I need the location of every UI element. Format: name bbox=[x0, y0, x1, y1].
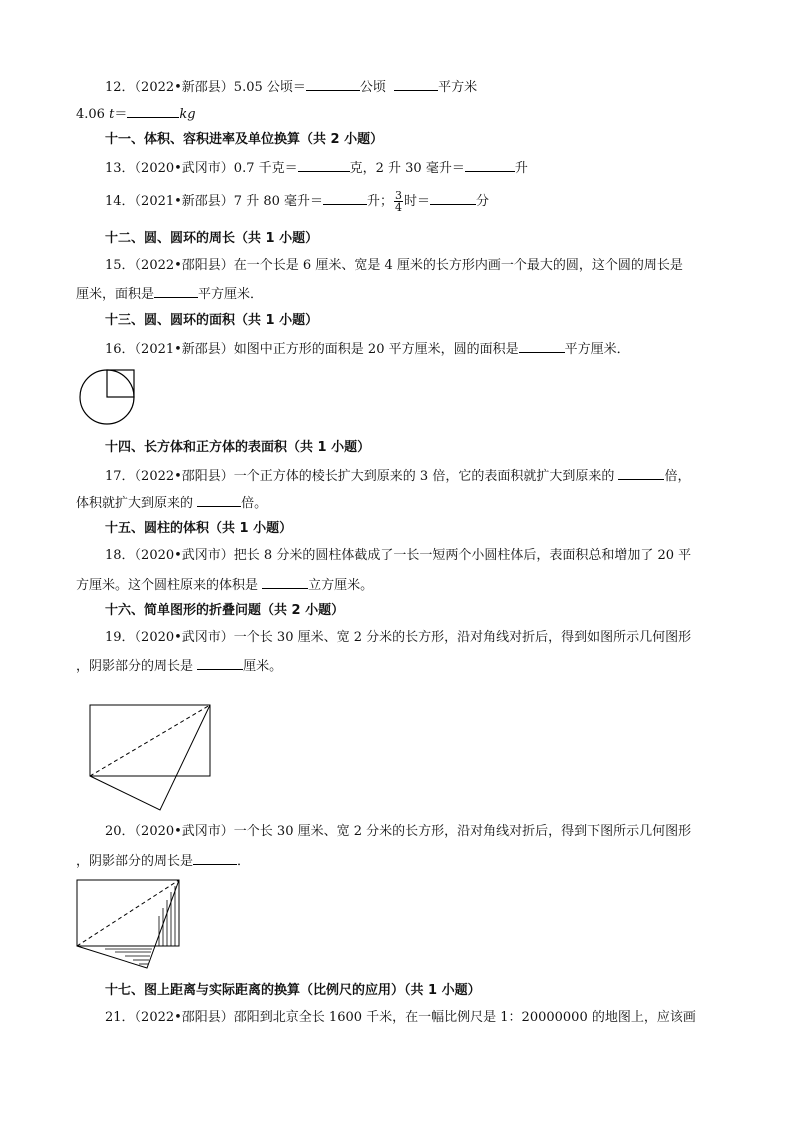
question-15-line2 bbox=[76, 284, 263, 304]
answer-blank[interactable] bbox=[197, 656, 243, 670]
q20-b: ，阴影部分的周长是 bbox=[76, 854, 194, 869]
question-18-line1: 18．（2020•武冈市）把长 8 分米的圆柱体截成了一长一短两个小圆柱体后，表面积总和增加了 20 平 bbox=[105, 548, 692, 563]
q13-c: 升 bbox=[514, 161, 528, 176]
question-20-line2 bbox=[76, 851, 250, 871]
q12b-kg: kg bbox=[179, 107, 196, 122]
fraction-denominator: 4 bbox=[395, 201, 403, 214]
q14-d: 分 bbox=[476, 194, 490, 209]
q17-c: 体积就扩大到原来的 bbox=[76, 496, 198, 511]
folded-rectangle-figure-2 bbox=[75, 878, 185, 972]
answer-blank[interactable] bbox=[306, 77, 360, 91]
answer-blank[interactable] bbox=[197, 493, 241, 507]
q12b-value: 4.06 bbox=[76, 107, 110, 122]
question-12 bbox=[105, 77, 477, 97]
q17-d: 倍。 bbox=[241, 496, 268, 511]
q19-c: 厘米。 bbox=[243, 659, 283, 674]
q13-b: 克，2 升 30 毫升＝ bbox=[349, 161, 465, 176]
answer-blank[interactable] bbox=[127, 104, 179, 118]
answer-blank[interactable] bbox=[262, 575, 308, 589]
fraction bbox=[394, 190, 403, 213]
fraction-numerator: 3 bbox=[395, 189, 403, 202]
section-heading-15: 十五、圆柱的体积（共 1 小题） bbox=[105, 521, 293, 536]
answer-blank[interactable] bbox=[154, 284, 198, 298]
section-heading-16: 十六、简单图形的折叠问题（共 2 小题） bbox=[105, 603, 345, 618]
question-20-line1: 20．（2020•武冈市）一个长 30 厘米、宽 2 分米的长方形，沿对角线对折后，得到下图所示几何图形 bbox=[105, 824, 692, 839]
q14-c: 时＝ bbox=[404, 194, 431, 209]
answer-blank[interactable] bbox=[193, 851, 237, 865]
answer-blank[interactable] bbox=[298, 158, 350, 172]
answer-blank[interactable] bbox=[465, 158, 515, 172]
q13-a: 13．（2020•武冈市）0.7 千克＝ bbox=[105, 161, 298, 176]
q17-a: 17．（2022•邵阳县）一个正方体的棱长扩大到原来的 3 倍，它的表面积就扩大到原来的 bbox=[105, 469, 619, 484]
question-14 bbox=[105, 190, 489, 213]
section-heading-13: 十三、圆、圆环的面积（共 1 小题） bbox=[105, 313, 319, 328]
q15-b: 厘米，面积是 bbox=[76, 287, 155, 302]
answer-blank[interactable] bbox=[430, 191, 476, 205]
q17-b: 倍， bbox=[664, 469, 691, 484]
q16-b: 平方厘米． bbox=[564, 342, 630, 357]
q12-unit1: 公顷 bbox=[359, 80, 386, 95]
q15-c: 平方厘米． bbox=[198, 287, 264, 302]
q12b-eq: ＝ bbox=[114, 107, 128, 122]
answer-blank[interactable] bbox=[519, 339, 565, 353]
question-12-line2 bbox=[76, 104, 196, 124]
q19-b: ，阴影部分的周长是 bbox=[76, 659, 198, 674]
section-heading-14: 十四、长方体和正方体的表面积（共 1 小题） bbox=[105, 440, 371, 455]
question-19-line1: 19．（2020•武冈市）一个长 30 厘米、宽 2 分米的长方形，沿对角线对折后，得到如图所示几何图形 bbox=[105, 630, 692, 645]
answer-blank[interactable] bbox=[618, 466, 664, 480]
answer-blank[interactable] bbox=[323, 191, 367, 205]
question-17-line2 bbox=[76, 493, 267, 513]
section-heading-17: 十七、图上距离与实际距离的换算（比例尺的应用）（共 1 小题） bbox=[105, 983, 481, 998]
question-16 bbox=[105, 339, 630, 359]
q14-b: 升； bbox=[367, 194, 394, 209]
question-19-line2 bbox=[76, 656, 282, 676]
q18-c: 立方厘米。 bbox=[308, 578, 374, 593]
question-21-line1: 21．（2022•邵阳县）邵阳到北京全长 1600 千米，在一幅比例尺是 1：20000000 的地图上，应该画 bbox=[105, 1010, 696, 1025]
question-18-line2 bbox=[76, 575, 373, 595]
q16-a: 16．（2021•新邵县）如图中正方形的面积是 20 平方厘米，圆的面积是 bbox=[105, 342, 519, 357]
answer-blank[interactable] bbox=[394, 77, 438, 91]
q12-unit2: 平方米 bbox=[438, 80, 478, 95]
question-15-line1: 15．（2022•邵阳县）在一个长是 6 厘米、宽是 4 厘米的长方形内画一个最大的圆，这个圆的周长是 bbox=[105, 258, 683, 273]
q20-c: ． bbox=[237, 854, 251, 869]
section-heading-12: 十二、圆、圆环的周长（共 1 小题） bbox=[105, 231, 319, 246]
circle-square-figure bbox=[78, 368, 140, 428]
q18-b: 方厘米。这个圆柱原来的体积是 bbox=[76, 578, 263, 593]
question-17-line1 bbox=[105, 466, 690, 486]
section-heading-11: 十一、体积、容积进率及单位换算（共 2 小题） bbox=[105, 132, 384, 147]
q14-a: 14．（2021•新邵县）7 升 80 毫升＝ bbox=[105, 194, 324, 209]
q12b-t: t bbox=[109, 107, 115, 122]
folded-rectangle-figure-1 bbox=[88, 703, 214, 813]
question-13 bbox=[105, 158, 528, 178]
q12-text: 12．（2022•新邵县）5.05 公顷＝ bbox=[105, 80, 306, 95]
